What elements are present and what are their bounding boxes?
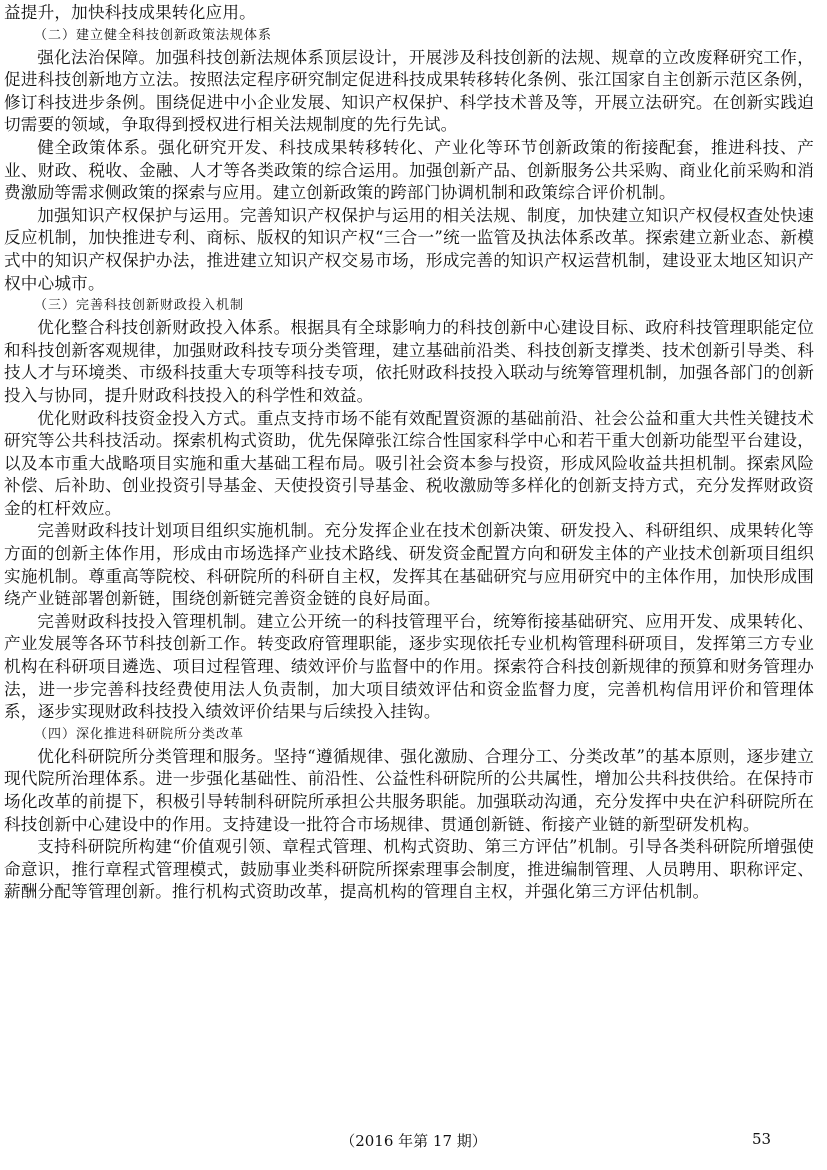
- paragraph: 加强知识产权保护与运用。完善知识产权保护与运用的相关法规、制度，加快建立知识产权侵权查处快速反应机制，加快推进专利、商标、版权的知识产权“三合一”统一监管及执法体系改革。探索建立新业态、新模式中的知识产权保护办法，推进建立知识产权交易市场，形成完善的知识产权运营机制，建设亚太地区知识产权中心城市。: [4, 205, 814, 293]
- section-heading-3: （三）完善科技创新财政投入机制: [34, 298, 245, 314]
- paragraph: 优化财政科技资金投入方式。重点支持市场不能有效配置资源的基础前沿、社会公益和重大共性关键技术研究等公共科技活动。探索机构式资助，优先保障张江综合性国家科学中心和若干重大创新功能型平台建设，以及本市重大战略项目实施和重大基础工程布局。吸引社会资本参与投资，形成风险收益共担机制。探索风险补偿、后补助、创业投资引导基金、天使投资引导基金、税收激励等多样化的创新支持方式，充分发挥财政资金的杠杆效应。: [4, 408, 814, 518]
- page-number: 53: [752, 1130, 772, 1148]
- section-heading-4: （四）深化推进科研院所分类改革: [34, 726, 245, 742]
- paragraph: 优化科研院所分类管理和服务。坚持“遵循规律、强化激励、合理分工、分类改革”的基本原则，逐步建立现代院所治理体系。进一步强化基础性、前沿性、公益性科研院所的公共属性，增加公共科技供给。在保持市场化改革的前提下，积极引导转制科研院所承担公共服务职能。加强联动沟通，充分发挥中央在沪科研院所在科技创新中心建设中的作用。支持建设一批符合市场规律、贯通创新链、衔接产业链的新型研发机构。: [4, 746, 814, 834]
- paragraph: 完善财政科技计划项目组织实施机制。充分发挥企业在技术创新决策、研发投入、科研组织、成果转化等方面的创新主体作用，形成由市场选择产业技术路线、研发资金配置方向和研发主体的产业技术创新项目组织实施机制。尊重高等院校、科研院所的科研自主权，发挥其在基础研究与应用研究中的主体作用，加快形成围绕产业链部署创新链，围绕创新链完善资金链的良好局面。: [4, 521, 814, 609]
- paragraph: 完善财政科技投入管理机制。建立公开统一的科技管理平台，统筹衔接基础研究、应用开发、成果转化、产业发展等各环节科技创新工作。转变政府管理职能，逐步实现依托专业机构管理科研项目，发挥第三方专业机构在科研项目遴选、项目过程管理、绩效评价与监督中的作用。探索符合科技创新规律的预算和财务管理办法，进一步完善科技经费使用法人负责制，加大项目绩效评估和资金监督力度，完善机构信用评价和管理体系，逐步实现财政科技投入绩效评价结果与后续投入挂钩。: [4, 611, 814, 722]
- paragraph: 健全政策体系。强化研究开发、科技成果转移转化、产业化等环节创新政策的衔接配套，推进科技、产业、财政、税收、金融、人才等各类政策的综合运用。加强创新产品、创新服务公共采购、商业化前采购和消费激励等需求侧政策的探索与应用。建立创新政策的跨部门协调机制和政策综合评价机制。: [4, 137, 814, 203]
- paragraph-continuation: 益提升，加快科技成果转化应用。: [4, 3, 256, 22]
- paragraph: 支持科研院所构建“价值观引领、章程式管理、机构式资助、第三方评估”机制。引导各类科研院所增强使命意识，推行章程式管理模式，鼓励事业类科研院所探索理事会制度，推进编制管理、人员聘用、职称评定、薪酬分配等管理创新。推行机构式资助改革，提高机构的管理自主权，并强化第三方评估机制。: [4, 837, 814, 902]
- section-heading-2: （二）建立健全科技创新政策法规体系: [34, 27, 273, 43]
- footer-issue: （2016 年第 17 期）: [340, 1132, 487, 1150]
- paragraph: 优化整合科技创新财政投入体系。根据具有全球影响力的科技创新中心建设目标、政府科技管理职能定位和科技创新客观规律，加强财政科技专项分类管理，建立基础前沿类、科技创新支撑类、技术创新引导类、科技人才与环境类、市级科技重大专项等科技专项，依托财政科技投入联动与统筹管理机制，加强各部门的创新投入与协同，提升财政科技投入的科学性和效益。: [4, 318, 814, 405]
- document-body: [4, 2, 814, 904]
- paragraph: 强化法治保障。加强科技创新法规体系顶层设计，开展涉及科技创新的法规、规章的立改废释研究工作，促进科技创新地方立法。按照法定程序研究制定促进科技成果转移转化条例、张江国家自主创新示范区条例，修订科技进步条例。围绕促进中小企业发展、知识产权保护、科学技术普及等，开展立法研究。在创新实践迫切需要的领域，争取得到授权进行相关法规制度的先行先试。: [4, 47, 814, 135]
